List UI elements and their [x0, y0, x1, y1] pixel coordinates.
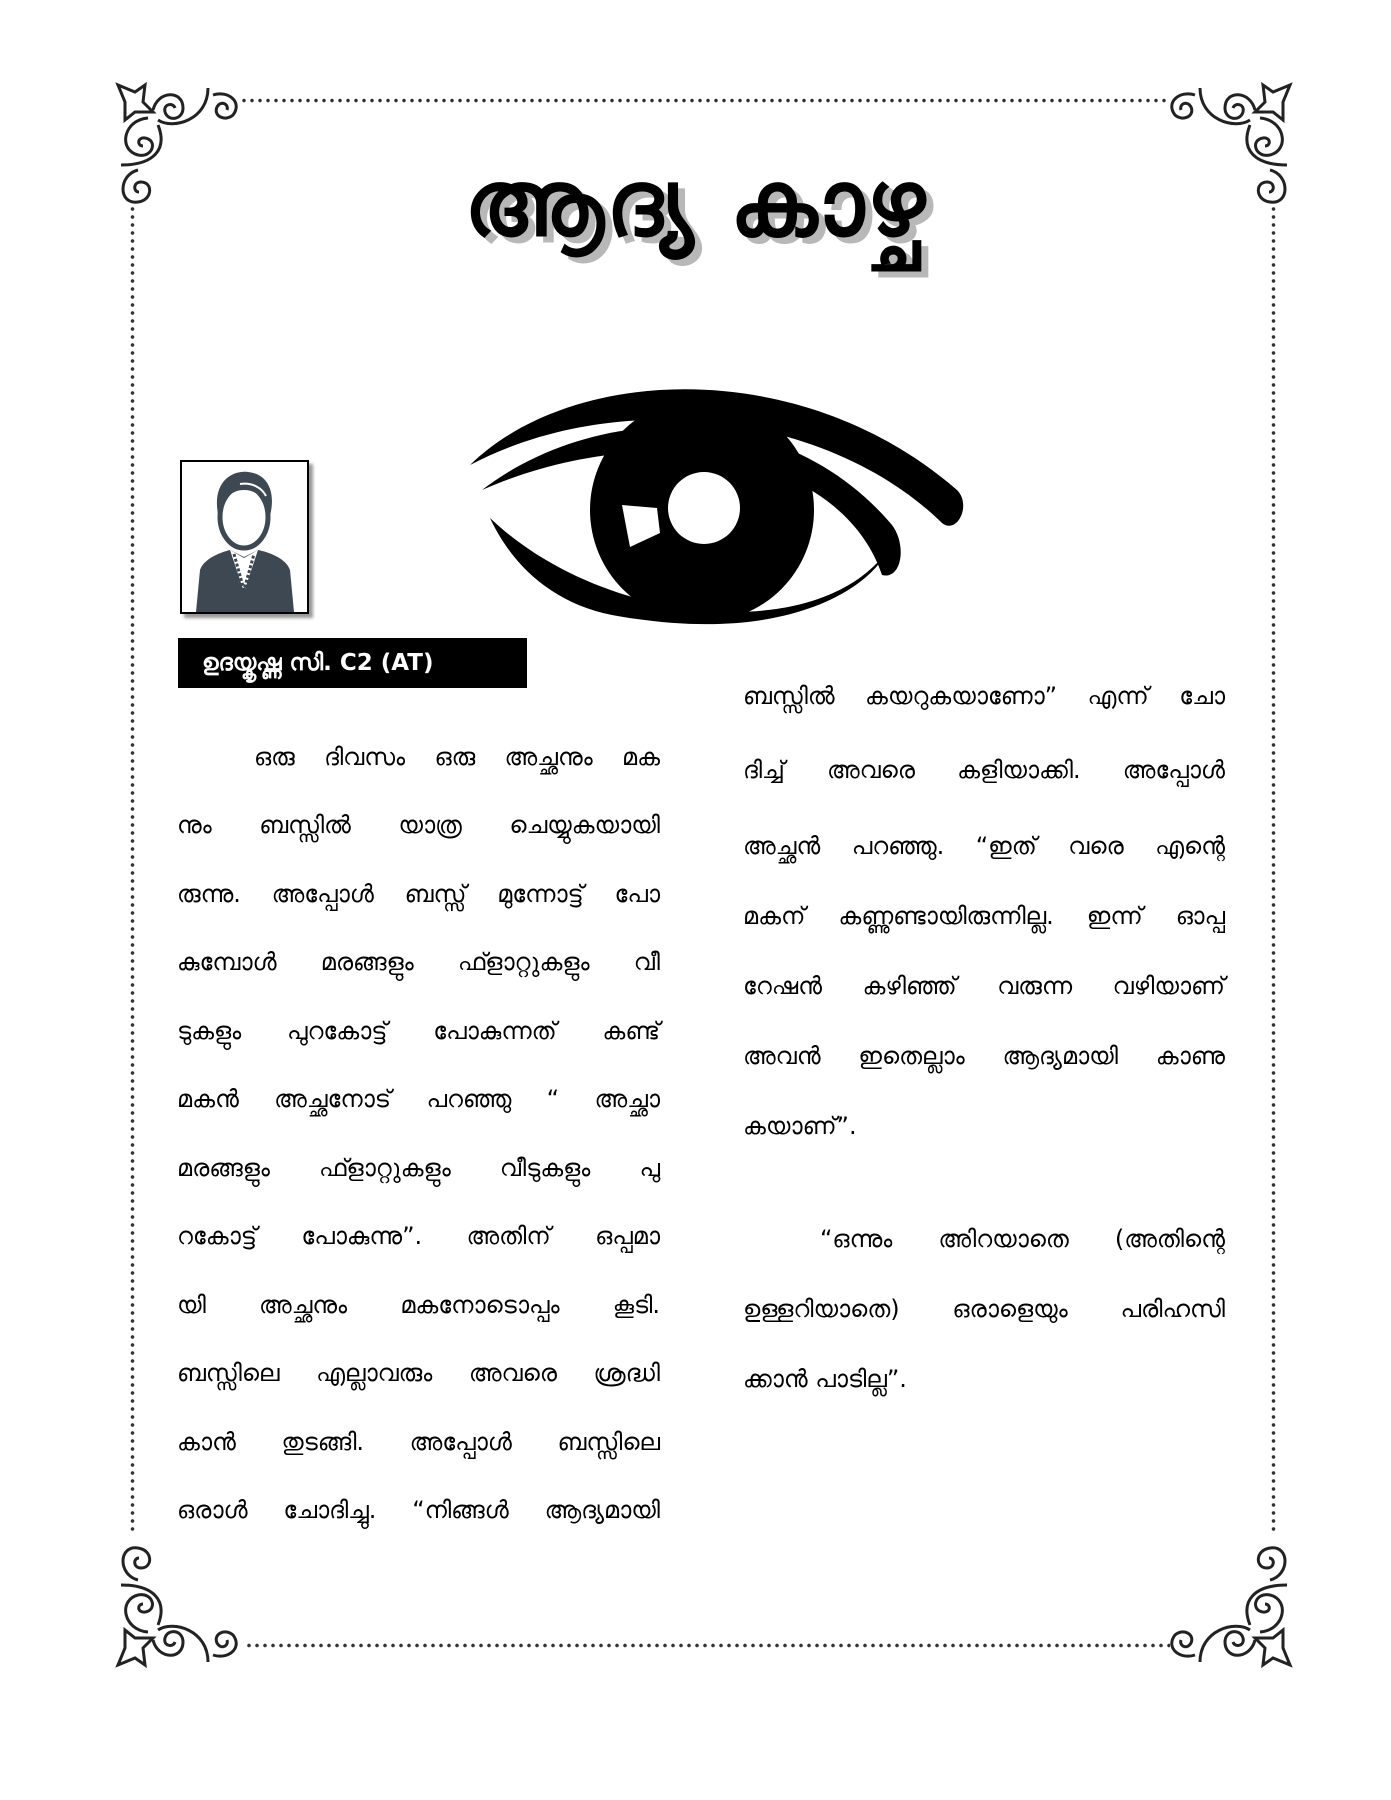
text-line: കുമ്പോൾ മരങ്ങളും ഫ്ളാറ്റുകളും വീ — [177, 948, 660, 976]
text-line: ദിച്ച് അവരെ കളിയാക്കി. അപ്പോൾ — [743, 756, 1225, 784]
text-line: മരങ്ങളും ഫ്ളാറ്റുകളും വീടുകളും പു — [177, 1154, 660, 1182]
text-line: ടുകളും പുറകോട്ട് പോകുന്നത് കണ്ട് — [177, 1017, 660, 1045]
text-line: നും ബസ്സിൽ യാത്ര ചെയ്യുകയായി — [177, 811, 660, 839]
eye-icon — [452, 375, 977, 640]
author-photo — [180, 460, 309, 614]
text-line: “ഒന്നും അിറയാതെ (അതിന്റെ — [820, 1225, 1225, 1253]
text-line: രുന്നു. അപ്പോൾ ബസ്സ് മുന്നോട്ട് പോ — [177, 880, 660, 908]
frame-left-border — [130, 205, 135, 1535]
frame-bottom-border — [245, 1643, 1170, 1648]
text-line: അച്ഛൻ പറഞ്ഞു. “ഇത് വരെ എന്റെ — [743, 832, 1225, 860]
text-line: ബസ്സിലെ എല്ലാവരും അവരെ ശ്രദ്ധി — [177, 1359, 660, 1387]
text-line: ഒരാൾ ചോദിച്ചു. “നിങ്ങൾ ആദ്യമായി — [177, 1496, 660, 1524]
page-title: ആദ്യ കാഴ്ച — [463, 150, 928, 257]
text-line: യി അച്ഛനും മകനോടൊപ്പം കൂടി. — [177, 1291, 660, 1319]
text-line: കയാണ്”. — [743, 1112, 857, 1140]
text-line: ഒരു ദിവസം ഒരു അച്ഛനും മക — [254, 743, 660, 771]
text-line: റേഷൻ കഴിഞ്ഞ് വരുന്ന വഴിയാണ് — [743, 972, 1225, 1000]
frame-top-border — [240, 98, 1170, 103]
text-line: ഉള്ളറിയാതെ) ഒരാളെയും പരിഹസി — [743, 1295, 1225, 1323]
text-line: മകന് കണ്ണുണ്ടായിരുന്നില്ല. ഇന്ന് ഓപ്പ — [743, 902, 1225, 930]
text-line: റകോട്ട് പോകുന്നു”. അതിന് ഒപ്പമാ — [177, 1222, 660, 1250]
swirl-ornament-icon — [113, 1540, 243, 1670]
text-line: ക്കാൻ പാടില്ല”. — [743, 1365, 907, 1393]
author-label: ഉദയ്കൃഷ്ണ സി. C2 (AT) — [178, 638, 527, 688]
person-avatar-icon — [182, 462, 307, 612]
swirl-ornament-icon — [1165, 1540, 1295, 1670]
text-line: ബസ്സിൽ കയറുകയാണോ” എന്ന് ചോ — [743, 682, 1225, 710]
text-line: അവൻ ഇതെല്ലാം ആദ്യമായി കാണു — [743, 1042, 1225, 1070]
frame-right-border — [1271, 205, 1276, 1535]
text-line: കാൻ തുടങ്ങി. അപ്പോൾ ബസ്സിലെ — [177, 1428, 660, 1456]
text-line: മകൻ അച്ഛനോട് പറഞ്ഞു “ അച്ഛാ — [177, 1085, 660, 1113]
